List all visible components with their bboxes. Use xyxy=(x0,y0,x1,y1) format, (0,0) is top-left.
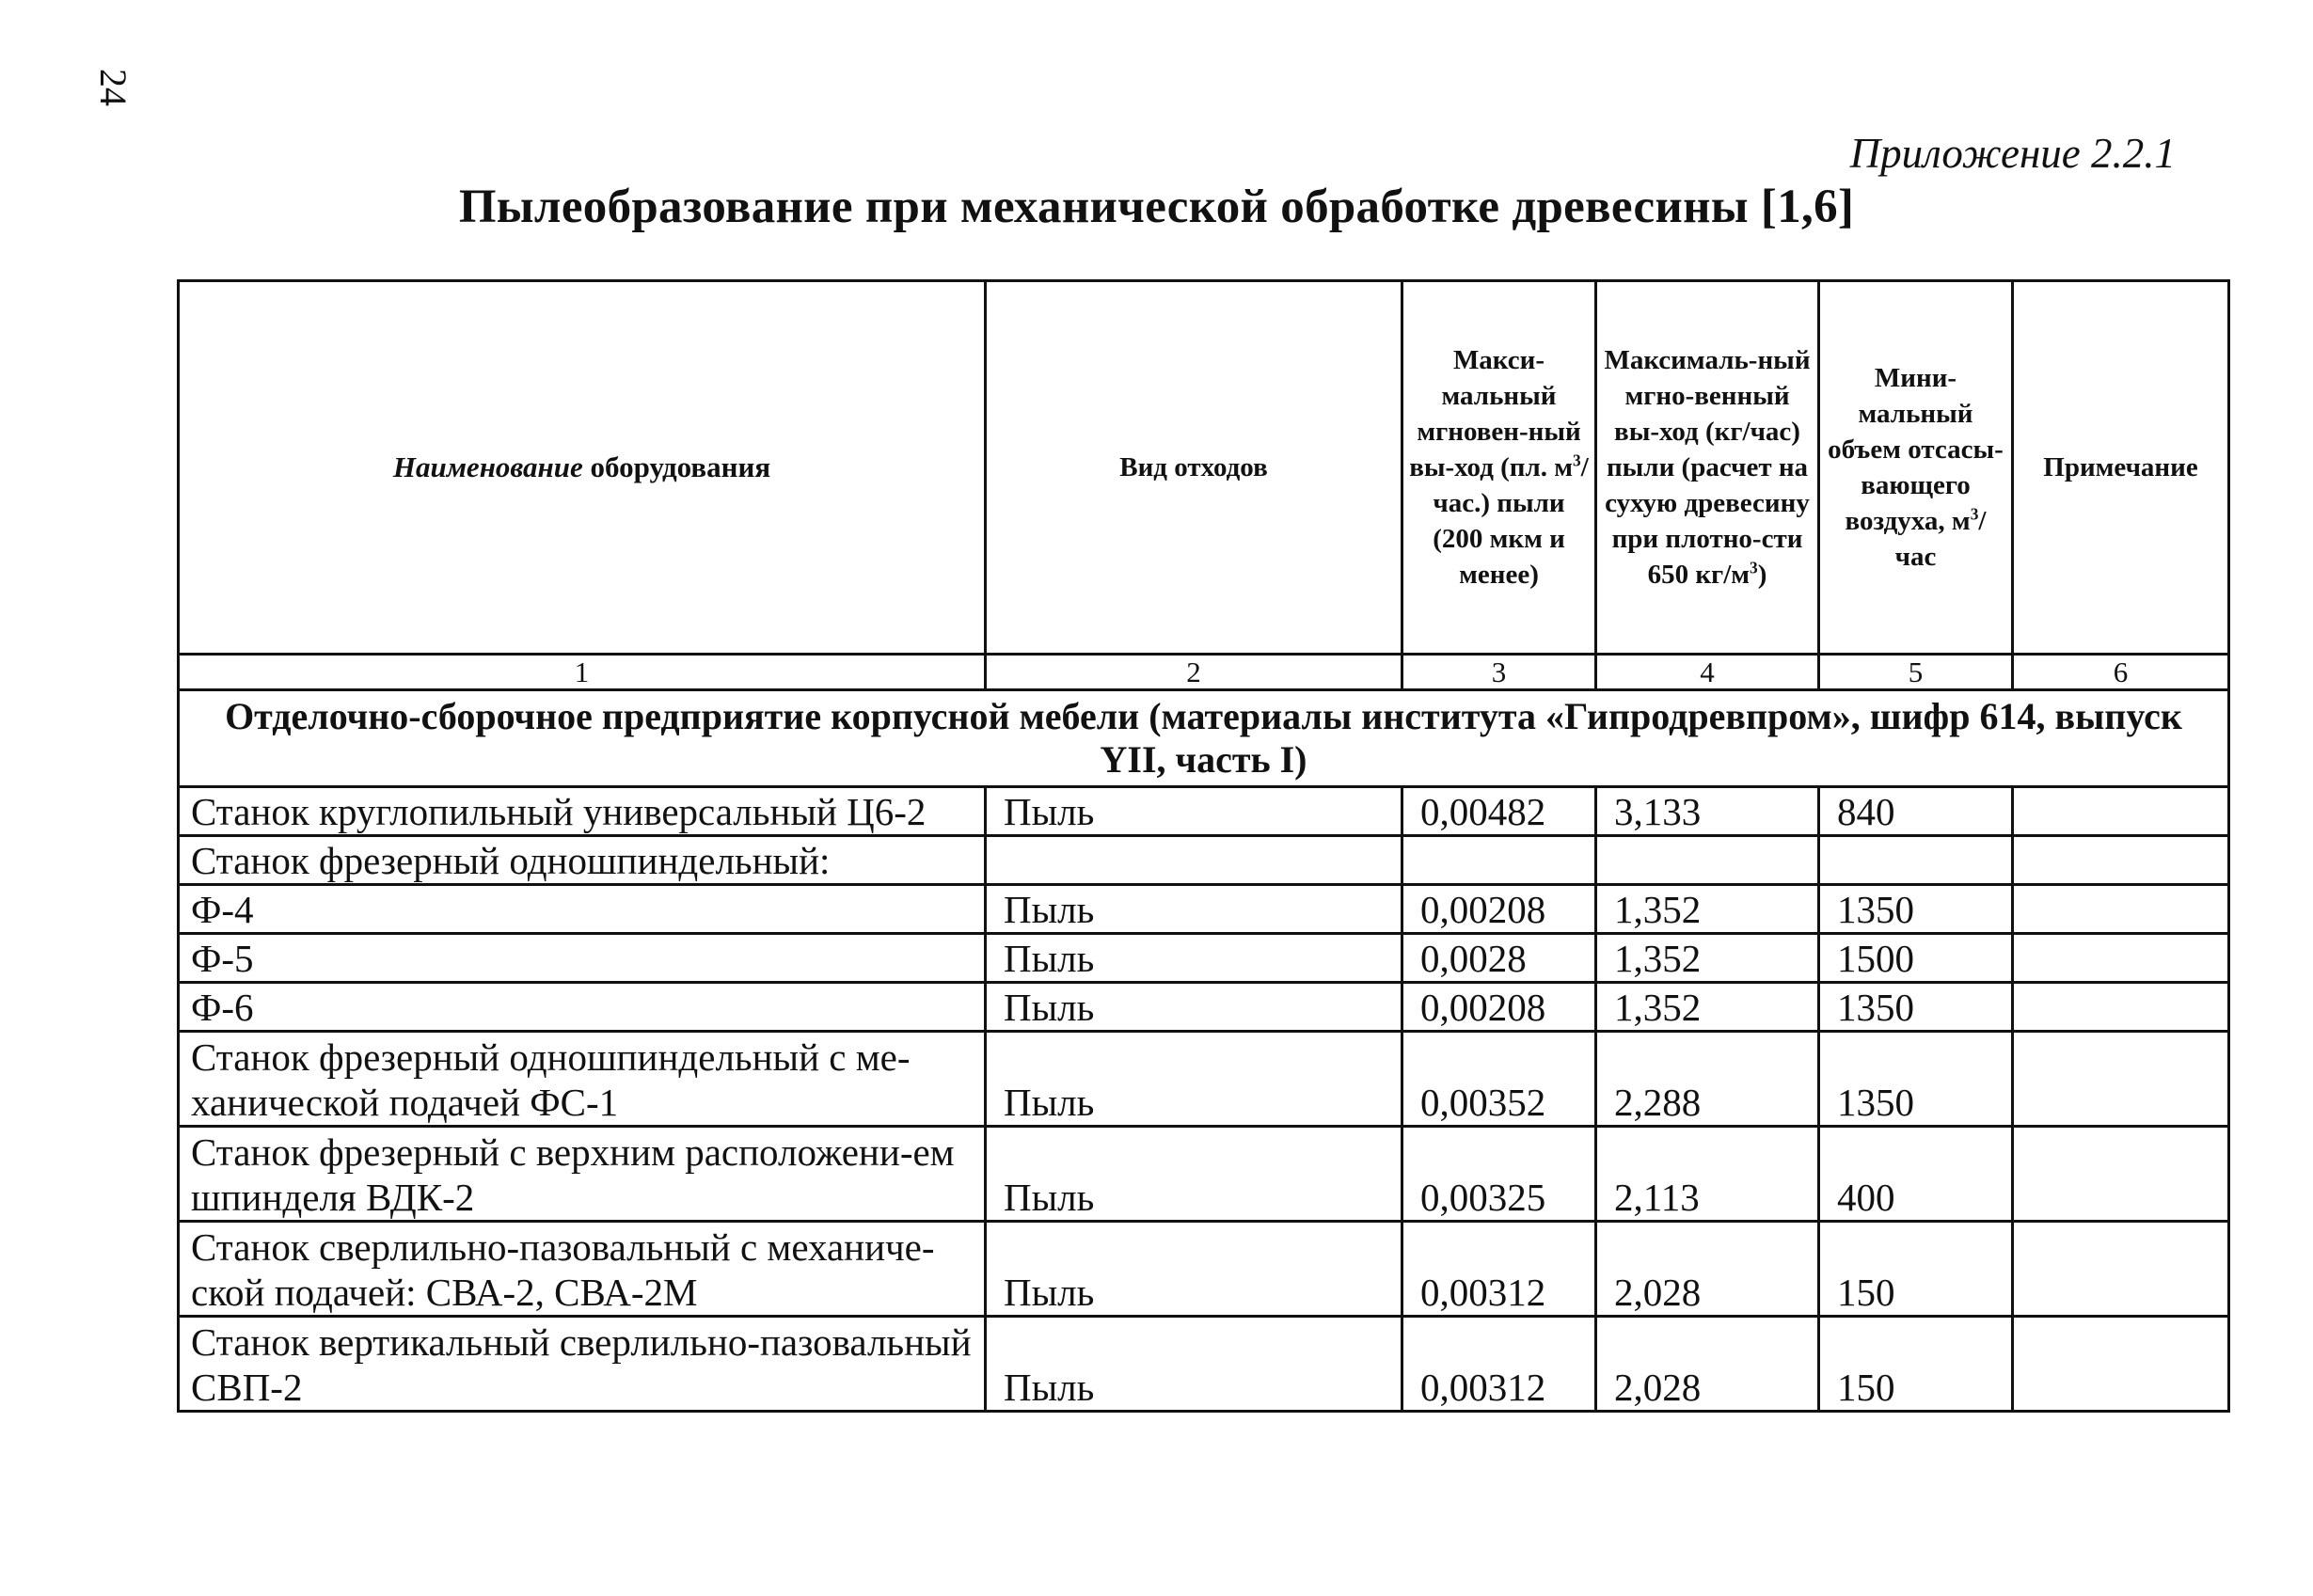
section-title: Отделочно-сборочное предприятие корпусной мебели (материалы института «Гипродревпром», шифр 614, выпуск YII, часть I) xyxy=(179,690,2229,787)
header-max-mass-text-b: ) xyxy=(1757,560,1767,590)
cell-note xyxy=(2013,885,2229,934)
header-min-air xyxy=(1819,281,2013,655)
cell-min-air: 1350 xyxy=(1819,885,2013,934)
header-max-volume xyxy=(1402,281,1596,655)
header-waste-type: Вид отходов xyxy=(986,281,1402,655)
cell-min-air: 1500 xyxy=(1819,934,2013,983)
cell-note xyxy=(2013,1032,2229,1127)
cell-max-volume: 0,00482 xyxy=(1402,787,1596,836)
cell-note xyxy=(2013,1127,2229,1222)
cell-max-mass: 1,352 xyxy=(1596,934,1819,983)
cell-note xyxy=(2013,787,2229,836)
cell-waste-type: Пыль xyxy=(986,1222,1402,1317)
cell-note xyxy=(2013,836,2229,885)
table-row xyxy=(179,836,2229,885)
column-number: 5 xyxy=(1819,655,2013,690)
cell-equipment-name: Станок фрезерный с верхним расположени-ем шпинделя ВДК-2 xyxy=(179,1127,986,1222)
cell-equipment-name: Станок фрезерный одношпиндельный с ме-ханической подачей ФС-1 xyxy=(179,1032,986,1127)
cell-max-mass: 3,133 xyxy=(1596,787,1819,836)
table-row xyxy=(179,1032,2229,1127)
cell-max-mass: 2,288 xyxy=(1596,1032,1819,1127)
cell-waste-type: Пыль xyxy=(986,787,1402,836)
cell-max-mass: 2,113 xyxy=(1596,1127,1819,1222)
header-min-air-sup: 3 xyxy=(1970,504,1979,524)
header-equipment-name xyxy=(179,281,986,655)
header-min-air-text-a: Мини-мальный объем отсасы-вающего воздуха, м xyxy=(1828,363,2004,536)
cell-min-air: 400 xyxy=(1819,1127,2013,1222)
cell-max-volume: 0,00312 xyxy=(1402,1222,1596,1317)
cell-waste-type: Пыль xyxy=(986,885,1402,934)
column-number: 6 xyxy=(2013,655,2229,690)
header-equipment-italic: Наименование xyxy=(392,450,583,483)
cell-max-volume xyxy=(1402,836,1596,885)
header-equipment-rest: оборудования xyxy=(582,450,771,483)
column-number: 1 xyxy=(179,655,986,690)
cell-equipment-name: Станок круглопильный универсальный Ц6-2 xyxy=(179,787,986,836)
column-number-row xyxy=(179,655,2229,690)
cell-waste-type: Пыль xyxy=(986,1032,1402,1127)
cell-max-volume: 0,00208 xyxy=(1402,983,1596,1032)
cell-note xyxy=(2013,983,2229,1032)
cell-min-air: 150 xyxy=(1819,1222,2013,1317)
column-number: 4 xyxy=(1596,655,1819,690)
table-row xyxy=(179,934,2229,983)
header-max-mass-sup: 3 xyxy=(1750,558,1758,577)
header-row xyxy=(179,281,2229,655)
header-min-air-text-b: /час xyxy=(1894,506,1987,572)
cell-note xyxy=(2013,1222,2229,1317)
cell-max-mass: 2,028 xyxy=(1596,1317,1819,1412)
cell-equipment-name: Ф-5 xyxy=(179,934,986,983)
cell-max-volume: 0,00352 xyxy=(1402,1032,1596,1127)
table-row xyxy=(179,1317,2229,1412)
cell-min-air xyxy=(1819,836,2013,885)
cell-max-volume: 0,0028 xyxy=(1402,934,1596,983)
table-row xyxy=(179,983,2229,1032)
cell-waste-type: Пыль xyxy=(986,983,1402,1032)
page-number: 24 xyxy=(92,69,135,106)
section-row xyxy=(179,690,2229,787)
cell-max-mass: 1,352 xyxy=(1596,885,1819,934)
cell-waste-type: Пыль xyxy=(986,934,1402,983)
table-row xyxy=(179,885,2229,934)
cell-min-air: 1350 xyxy=(1819,983,2013,1032)
cell-max-volume: 0,00208 xyxy=(1402,885,1596,934)
cell-max-mass: 2,028 xyxy=(1596,1222,1819,1317)
cell-note xyxy=(2013,934,2229,983)
cell-equipment-name: Станок фрезерный одношпиндельный: xyxy=(179,836,986,885)
table-row xyxy=(179,1222,2229,1317)
cell-max-volume: 0,00325 xyxy=(1402,1127,1596,1222)
cell-min-air: 840 xyxy=(1819,787,2013,836)
header-max-volume-text-b: /час.) пыли (200 мкм и менее) xyxy=(1433,452,1589,590)
column-number: 3 xyxy=(1402,655,1596,690)
cell-max-mass xyxy=(1596,836,1819,885)
header-max-mass-text-a: Максималь-ный мгно-венный вы-ход (кг/час) пыли (расчет на сухую древесину при плотно-сти 650 кг/м xyxy=(1604,345,1811,590)
header-max-volume-sup: 3 xyxy=(1573,450,1581,470)
header-note: Примечание xyxy=(2013,281,2229,655)
table-row xyxy=(179,1127,2229,1222)
cell-equipment-name: Станок сверлильно-пазовальный с механиче-ской подачей: СВА-2, СВА-2М xyxy=(179,1222,986,1317)
header-max-volume-text-a: Макси-мальный мгновен-ный вы-ход (пл. м xyxy=(1409,345,1581,482)
header-max-mass xyxy=(1596,281,1819,655)
page-title: Пылеобразование при механической обработке древесины [1,6] xyxy=(458,181,1855,233)
column-number: 2 xyxy=(986,655,1402,690)
cell-waste-type: Пыль xyxy=(986,1317,1402,1412)
cell-min-air: 1350 xyxy=(1819,1032,2013,1127)
cell-waste-type: Пыль xyxy=(986,1127,1402,1222)
table-row xyxy=(179,787,2229,836)
cell-waste-type xyxy=(986,836,1402,885)
cell-note xyxy=(2013,1317,2229,1412)
cell-max-volume: 0,00312 xyxy=(1402,1317,1596,1412)
cell-min-air: 150 xyxy=(1819,1317,2013,1412)
dust-table xyxy=(177,279,2230,1413)
cell-max-mass: 1,352 xyxy=(1596,983,1819,1032)
cell-equipment-name: Станок вертикальный сверлильно-пазовальный СВП-2 xyxy=(179,1317,986,1412)
appendix-label: Приложение 2.2.1 xyxy=(1849,130,2176,177)
cell-equipment-name: Ф-6 xyxy=(179,983,986,1032)
cell-equipment-name: Ф-4 xyxy=(179,885,986,934)
